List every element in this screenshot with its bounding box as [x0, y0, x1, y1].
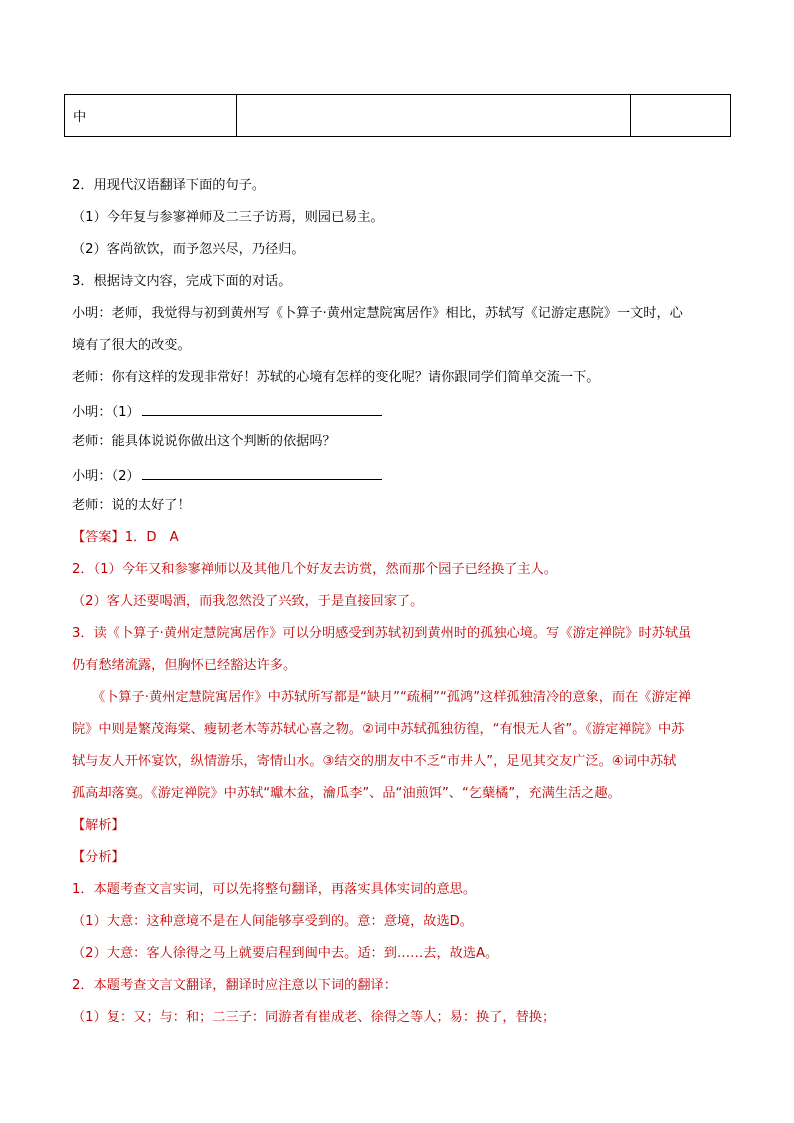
- answer-line: 院》中则是繁茂海棠、瘦韧老木等苏轼心喜之物。②词中苏轼孤独彷徨，“有恨无人省”。《游定禅院》中苏: [72, 722, 685, 737]
- analysis-line: （1）大意：这种意境不是在人间能够享受到的。意：意境，故选D。: [72, 914, 473, 929]
- analysis-line: （1）复：又；与：和；二三子：同游者有崔成老、徐得之等人；易：换了，替换；: [72, 1010, 556, 1025]
- answer-line: 轼与友人开怀宴饮，纵情游乐，寄情山水。③结交的朋友中不乏“市井人”，足见其交友广泛。④词中苏轼: [72, 754, 677, 769]
- answer-line: 3．读《卜算子·黄州定慧院寓居作》可以分明感受到苏轼初到黄州时的孤独心境。写《游定禅院》时苏轼虽: [72, 626, 692, 641]
- question-2-title: 2．用现代汉语翻译下面的句子。: [72, 178, 266, 193]
- answer-heading: 【答案】1．D A: [72, 530, 179, 545]
- dialogue-prompt: 小明：（2）: [72, 469, 140, 484]
- dialogue-prompt: 小明：（1）: [72, 405, 140, 420]
- answer-line: 仍有愁绪流露，但胸怀已经豁达许多。: [72, 658, 297, 673]
- dialogue-line: 小明：老师，我觉得与初到黄州写《卜算子·黄州定慧院寓居作》相比，苏轼写《记游定惠院》一文时，心: [72, 306, 683, 321]
- dialogue-line: 老师：你有这样的发现非常好！苏轼的心境有怎样的变化呢？请你跟同学们简单交流一下。: [72, 370, 600, 385]
- analysis-line: （2）大意：客人徐得之马上就要启程到闽中去。适：到……去，故选A。: [72, 946, 499, 961]
- question-2-sentence-2: （2）客尚欲饮，而予忽兴尽，乃径归。: [72, 242, 305, 257]
- analysis-line: 1．本题考查文言实词，可以先将整句翻译，再落实具体实词的意思。: [72, 882, 477, 897]
- answer-line: 《卜算子·黄州定慧院寓居作》中苏轼所写都是“缺月”“疏桐”“孤鸿”这样孤独清冷的意象，而在《游定禅: [92, 690, 692, 705]
- answer-blank: [142, 401, 382, 416]
- dialogue-line: 境有了很大的改变。: [72, 338, 191, 353]
- question-3-title: 3．根据诗文内容，完成下面的对话。: [72, 274, 292, 289]
- answer-blank: [142, 465, 382, 480]
- question-2-sentence-1: （1）今年复与参寥禅师及二三子访焉，则园已易主。: [72, 210, 384, 225]
- answer-table: [64, 94, 731, 137]
- analysis-heading: 【解析】: [72, 818, 125, 833]
- answer-line: 2．（1）今年又和参寥禅师以及其他几个好友去访赏，然而那个园子已经换了主人。: [72, 562, 557, 577]
- dialogue-line: 老师：说的太好了！: [72, 498, 191, 513]
- table-cell: [631, 95, 731, 137]
- answer-line: 孤高却落寞。《游定禅院》中苏轼“瓛木盆，瀹瓜李”、品“油煎饵”、“乞蘖橘”，充满生活之趣。: [72, 786, 621, 801]
- table-cell: [237, 95, 631, 137]
- dialogue-line: [72, 465, 382, 486]
- dialogue-line: 老师：能具体说说你做出这个判断的依据吗？: [72, 434, 336, 449]
- answer-line: （2）客人还要喝酒，而我忽然没了兴致，于是直接回家了。: [72, 594, 424, 609]
- table-cell: 中: [65, 95, 237, 137]
- table-row: [65, 95, 731, 137]
- analysis-subheading: 【分析】: [72, 850, 125, 865]
- dialogue-line: [72, 401, 382, 422]
- analysis-line: 2．本题考查文言文翻译，翻译时应注意以下词的翻译：: [72, 978, 397, 993]
